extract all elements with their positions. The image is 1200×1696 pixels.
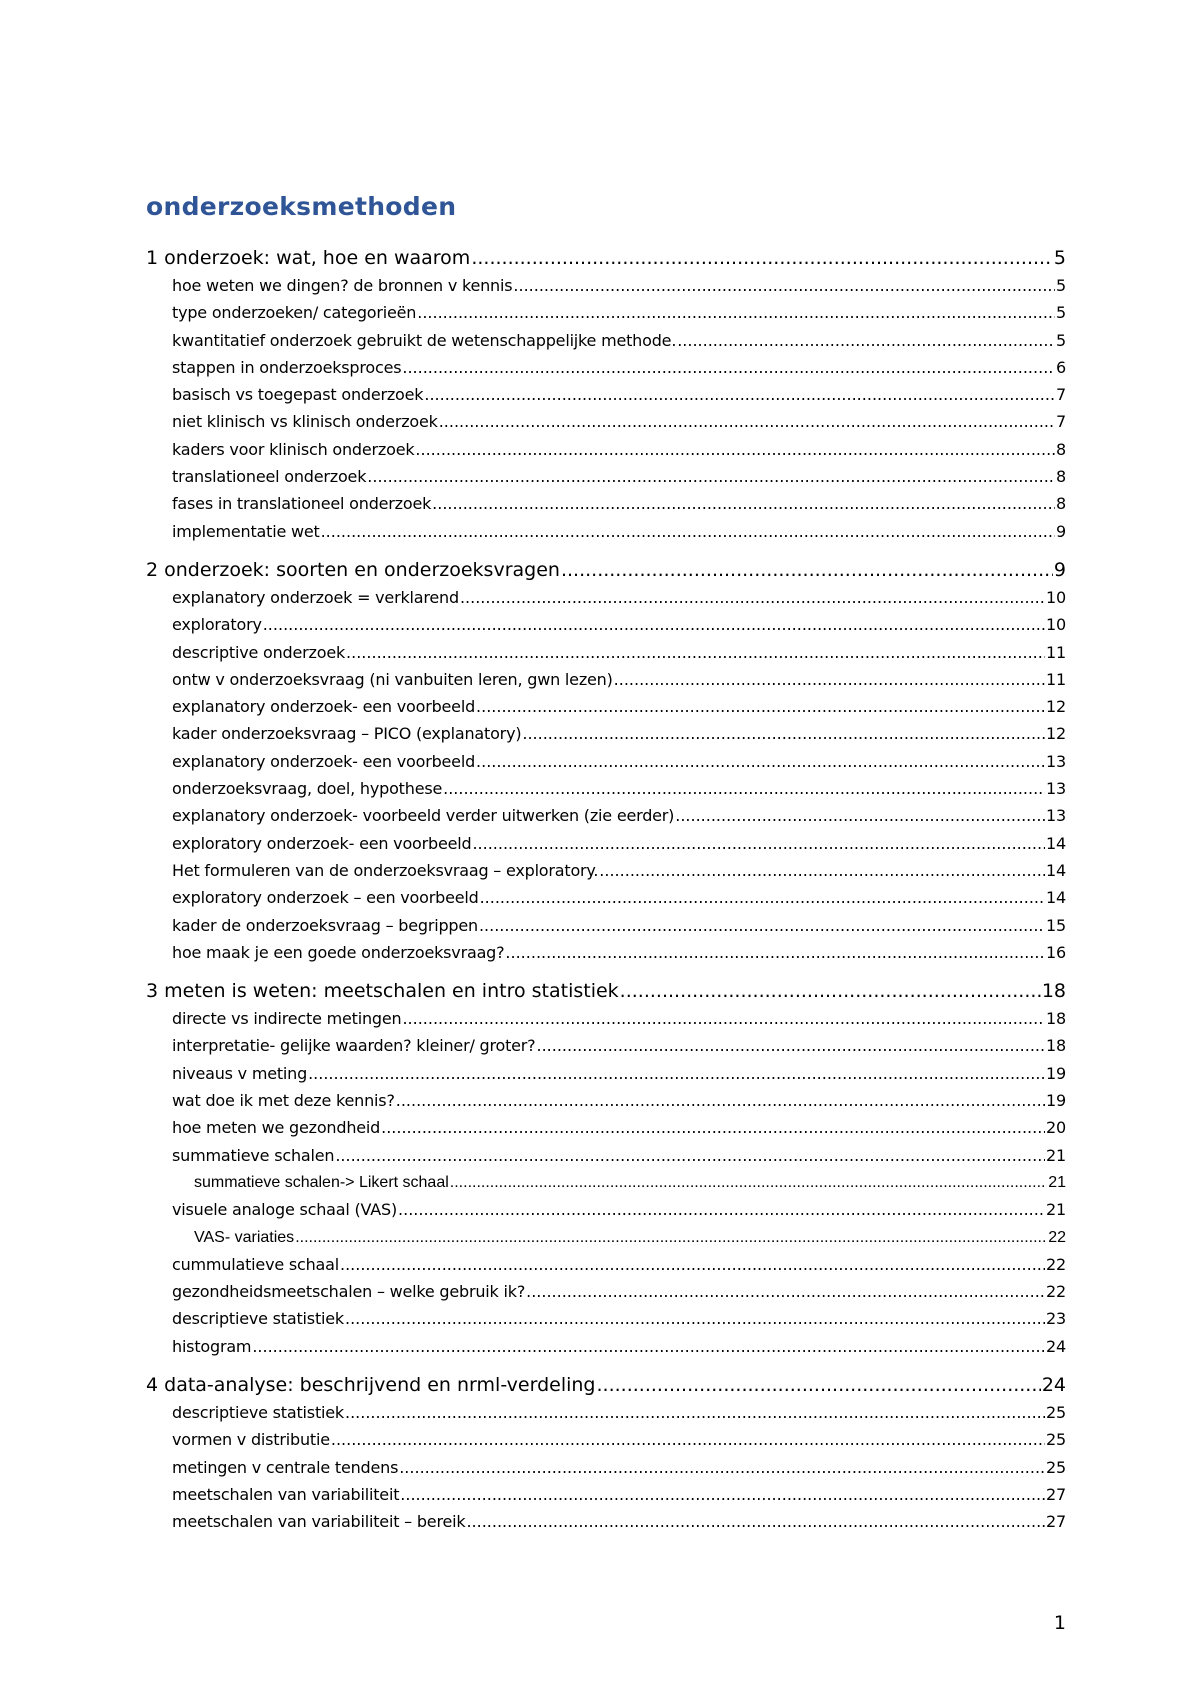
toc-dot-leader <box>335 1142 1045 1169</box>
toc-entry-title: histogram <box>172 1336 252 1356</box>
toc-section-entry[interactable] <box>146 748 1066 775</box>
toc-section-entry[interactable] <box>146 490 1066 517</box>
toc-entry-title: directe vs indirecte metingen <box>172 1009 402 1029</box>
toc-section-entry[interactable] <box>146 1481 1066 1508</box>
toc-dot-leader <box>398 1196 1045 1223</box>
toc-entry-title: exploratory onderzoek – een voorbeeld <box>172 888 479 908</box>
toc-entry-page: 8 <box>1056 467 1066 487</box>
toc-entry-page: 18 <box>1046 1036 1066 1056</box>
toc-dot-leader <box>345 1399 1045 1426</box>
toc-entry-title: 3 meten is weten: meetschalen en intro statistiek <box>146 980 619 1003</box>
toc-section-entry[interactable] <box>146 463 1066 490</box>
toc-entry-title: summatieve schalen-> Likert schaal <box>194 1173 449 1191</box>
toc-entry-title: Het formuleren van de onderzoeksvraag – exploratory. <box>172 860 599 880</box>
toc-dot-leader <box>614 666 1045 693</box>
toc-dot-leader <box>367 463 1055 490</box>
toc-entry-page: 5 <box>1056 276 1066 295</box>
toc-entry-title: explanatory onderzoek- een voorbeeld <box>172 697 476 717</box>
toc-entry-title: kwantitatief onderzoek gebruikt de wetenschappelijke methode. <box>172 330 677 350</box>
toc-entry-page: 22 <box>1048 1228 1066 1246</box>
toc-entry-title: kader onderzoeksvraag – PICO (explanatory) <box>172 724 522 744</box>
toc-dot-leader <box>471 244 1053 272</box>
toc-entry-page: 25 <box>1046 1430 1066 1450</box>
toc-entry-page: 24 <box>1046 1336 1066 1356</box>
toc-dot-leader <box>536 1032 1045 1059</box>
toc-subsection-entry[interactable] <box>146 1169 1066 1196</box>
toc-entry-title: ontw v onderzoeksvraag (ni vanbuiten leren, gwn lezen) <box>172 669 613 689</box>
toc-dot-leader <box>561 556 1053 584</box>
toc-entry-title: visuele analoge schaal (VAS) <box>172 1200 398 1220</box>
toc-entry-page: 11 <box>1046 669 1066 689</box>
toc-chapter-entry[interactable] <box>146 977 1066 1005</box>
toc-entry-title: exploratory onderzoek- een voorbeeld <box>172 833 472 853</box>
toc-dot-leader <box>522 720 1045 747</box>
toc-section-entry[interactable] <box>146 436 1066 463</box>
toc-section-entry[interactable] <box>146 884 1066 911</box>
toc-dot-leader <box>620 977 1041 1005</box>
toc-dot-leader <box>597 1371 1041 1399</box>
toc-dot-leader <box>346 639 1045 666</box>
toc-section-entry[interactable] <box>146 639 1066 666</box>
toc-entry-page: 5 <box>1056 330 1066 350</box>
toc-section-entry[interactable] <box>146 775 1066 802</box>
toc-dot-leader <box>450 1169 1047 1196</box>
toc-section-entry[interactable] <box>146 272 1066 299</box>
toc-entry-page: 14 <box>1046 888 1066 908</box>
toc-entry-title: cummulatieve schaal <box>172 1254 339 1274</box>
toc-entry-title: hoe maak je een goede onderzoeksvraag? <box>172 942 505 962</box>
toc-entry-page: 5 <box>1056 303 1066 323</box>
toc-dot-leader <box>308 1060 1045 1087</box>
toc-dot-leader <box>415 436 1055 463</box>
toc-entry-title: descriptieve statistiek <box>172 1402 344 1422</box>
page-number: 1 <box>1053 1612 1066 1634</box>
toc-entry-page: 5 <box>1053 247 1066 269</box>
toc-entry-title: hoe weten we dingen? de bronnen v kennis <box>172 276 513 295</box>
toc-section-entry[interactable] <box>146 1060 1066 1087</box>
toc-dot-leader <box>263 611 1045 638</box>
toc-section-entry[interactable] <box>146 802 1066 829</box>
toc-dot-leader <box>331 1426 1045 1453</box>
toc-entry-page: 12 <box>1046 697 1066 717</box>
toc-entry-title: kader de onderzoeksvraag – begrippen <box>172 915 478 935</box>
toc-entry-page: 10 <box>1046 615 1066 635</box>
toc-entry-page: 19 <box>1046 1091 1066 1111</box>
toc-dot-leader <box>321 518 1055 545</box>
toc-entry-page: 21 <box>1046 1145 1066 1165</box>
toc-entry-page: 15 <box>1046 915 1066 935</box>
toc-entry-page: 24 <box>1041 1373 1066 1396</box>
toc-chapter-entry[interactable] <box>146 556 1066 584</box>
toc-entry-title: 1 onderzoek: wat, hoe en waarom <box>146 247 471 269</box>
toc-section-entry[interactable] <box>146 1005 1066 1032</box>
toc-dot-leader <box>479 912 1045 939</box>
toc-section-entry[interactable] <box>146 1278 1066 1305</box>
toc-section-entry[interactable] <box>146 666 1066 693</box>
toc-entry-title: stappen in onderzoeksproces <box>172 357 402 377</box>
toc-entry-title: kaders voor klinisch onderzoek <box>172 439 415 459</box>
toc-section-entry[interactable] <box>146 611 1066 638</box>
toc-dot-leader <box>476 748 1045 775</box>
toc-entry-page: 27 <box>1046 1484 1066 1504</box>
toc-entry-page: 21 <box>1046 1200 1066 1220</box>
toc-entry-title: exploratory <box>172 615 262 635</box>
toc-dot-leader <box>417 299 1055 326</box>
toc-entry-page: 10 <box>1046 587 1066 607</box>
toc-dot-leader <box>599 857 1045 884</box>
toc-entry-page: 13 <box>1046 751 1066 771</box>
toc-entry-page: 13 <box>1046 806 1066 826</box>
toc-entry-page: 14 <box>1046 833 1066 853</box>
toc-entry-title: meetschalen van variabiliteit – bereik <box>172 1512 466 1532</box>
toc-entry-page: 25 <box>1046 1457 1066 1477</box>
toc-entry-title: wat doe ik met deze kennis? <box>172 1091 395 1111</box>
toc-dot-leader <box>505 939 1045 966</box>
toc-section-entry[interactable] <box>146 912 1066 939</box>
toc-entry-title: fases in translationeel onderzoek <box>172 494 432 514</box>
toc-section-entry[interactable] <box>146 518 1066 545</box>
toc-dot-leader <box>381 1114 1045 1141</box>
toc-dot-leader <box>424 381 1055 408</box>
toc-dot-leader <box>472 830 1045 857</box>
toc-section-entry[interactable] <box>146 299 1066 326</box>
toc-entry-title: meetschalen van variabiliteit <box>172 1484 400 1504</box>
toc-entry-title: explanatory onderzoek- voorbeeld verder uitwerken (zie eerder) <box>172 806 675 826</box>
toc-dot-leader <box>480 884 1045 911</box>
toc-entry-title: translationeel onderzoek <box>172 467 367 487</box>
toc-entry-title: 4 data-analyse: beschrijvend en nrml-verdeling <box>146 1373 596 1396</box>
toc-dot-leader <box>476 693 1045 720</box>
toc-section-entry[interactable] <box>146 1114 1066 1141</box>
toc-section-entry[interactable] <box>146 1454 1066 1481</box>
toc-chapter-entry[interactable] <box>146 1371 1066 1399</box>
toc-dot-leader <box>252 1333 1045 1360</box>
toc-entry-page: 25 <box>1046 1402 1066 1422</box>
toc-dot-leader <box>460 584 1045 611</box>
toc-entry-title: niet klinisch vs klinisch onderzoek <box>172 412 438 432</box>
toc-entry-page: 18 <box>1041 980 1066 1003</box>
toc-entry-title: explanatory onderzoek = verklarend <box>172 587 459 607</box>
toc-entry-page: 14 <box>1046 860 1066 880</box>
toc-dot-leader <box>399 1454 1045 1481</box>
toc-entry-title: type onderzoeken/ categorieën <box>172 303 417 323</box>
toc-section-entry[interactable] <box>146 1087 1066 1114</box>
document-title: onderzoeksmethoden <box>146 192 457 221</box>
toc-entry-title: vormen v distributie <box>172 1430 330 1450</box>
toc-subsection-entry[interactable] <box>146 1224 1066 1251</box>
toc-section-entry[interactable] <box>146 1426 1066 1453</box>
toc-entry-page: 8 <box>1056 494 1066 514</box>
toc-entry-title: descriptieve statistiek <box>172 1309 344 1329</box>
toc-section-entry[interactable] <box>146 939 1066 966</box>
toc-entry-page: 20 <box>1046 1118 1066 1138</box>
toc-dot-leader <box>295 1224 1047 1251</box>
toc-section-entry[interactable] <box>146 584 1066 611</box>
toc-section-entry[interactable] <box>146 1142 1066 1169</box>
toc-dot-leader <box>526 1278 1045 1305</box>
toc-section-entry[interactable] <box>146 1305 1066 1332</box>
toc-entry-page: 7 <box>1056 385 1066 405</box>
toc-entry-title: descriptive onderzoek <box>172 642 346 662</box>
toc-entry-title: VAS- variaties <box>194 1228 295 1246</box>
toc-section-entry[interactable] <box>146 1251 1066 1278</box>
toc-section-entry[interactable] <box>146 1333 1066 1360</box>
toc-entry-page: 13 <box>1046 779 1066 799</box>
toc-section-entry[interactable] <box>146 408 1066 435</box>
toc-section-entry[interactable] <box>146 830 1066 857</box>
toc-entry-title: gezondheidsmeetschalen – welke gebruik ik? <box>172 1282 526 1302</box>
toc-section-entry[interactable] <box>146 857 1066 884</box>
toc-dot-leader <box>402 354 1055 381</box>
toc-entry-page: 12 <box>1046 724 1066 744</box>
toc-entry-title: summatieve schalen <box>172 1145 335 1165</box>
toc-entry-page: 9 <box>1053 558 1066 581</box>
toc-dot-leader <box>443 775 1045 802</box>
toc-entry-page: 18 <box>1046 1009 1066 1029</box>
toc-entry-page: 22 <box>1046 1282 1066 1302</box>
toc-chapter-entry[interactable] <box>146 244 1066 272</box>
toc-entry-title: metingen v centrale tendens <box>172 1457 399 1477</box>
toc-entry-page: 8 <box>1056 439 1066 459</box>
toc-dot-leader <box>439 408 1055 435</box>
toc-section-entry[interactable] <box>146 693 1066 720</box>
toc-entry-page: 22 <box>1046 1254 1066 1274</box>
toc-entry-page: 9 <box>1056 521 1066 541</box>
table-of-contents <box>146 244 1066 1535</box>
toc-entry-title: basisch vs toegepast onderzoek <box>172 385 424 405</box>
toc-dot-leader <box>396 1087 1045 1114</box>
toc-entry-page: 19 <box>1046 1063 1066 1083</box>
toc-dot-leader <box>675 802 1045 829</box>
toc-entry-title: hoe meten we gezondheid <box>172 1118 381 1138</box>
toc-entry-title: interpretatie- gelijke waarden? kleiner/ groter? <box>172 1036 536 1056</box>
toc-entry-page: 21 <box>1048 1173 1066 1191</box>
toc-entry-page: 27 <box>1046 1512 1066 1532</box>
toc-section-entry[interactable] <box>146 720 1066 747</box>
toc-section-entry[interactable] <box>146 354 1066 381</box>
toc-section-entry[interactable] <box>146 327 1066 354</box>
toc-entry-page: 7 <box>1056 412 1066 432</box>
toc-dot-leader <box>402 1005 1045 1032</box>
toc-section-entry[interactable] <box>146 1196 1066 1223</box>
toc-dot-leader <box>340 1251 1045 1278</box>
toc-section-entry[interactable] <box>146 1032 1066 1059</box>
toc-entry-title: explanatory onderzoek- een voorbeeld <box>172 751 476 771</box>
toc-section-entry[interactable] <box>146 1399 1066 1426</box>
toc-dot-leader <box>513 272 1055 299</box>
toc-entry-title: niveaus v meting <box>172 1063 308 1083</box>
toc-dot-leader <box>432 490 1055 517</box>
toc-dot-leader <box>400 1481 1045 1508</box>
toc-dot-leader <box>466 1508 1045 1535</box>
toc-dot-leader <box>677 327 1055 354</box>
toc-section-entry[interactable] <box>146 381 1066 408</box>
toc-entry-title: 2 onderzoek: soorten en onderzoeksvragen <box>146 558 560 581</box>
toc-entry-page: 6 <box>1056 357 1066 377</box>
toc-entry-title: onderzoeksvraag, doel, hypothese <box>172 779 443 799</box>
toc-entry-page: 16 <box>1046 942 1066 962</box>
toc-entry-page: 23 <box>1046 1309 1066 1329</box>
toc-section-entry[interactable] <box>146 1508 1066 1535</box>
toc-entry-page: 11 <box>1046 642 1066 662</box>
toc-dot-leader <box>345 1305 1045 1332</box>
toc-entry-title: implementatie wet <box>172 521 320 541</box>
